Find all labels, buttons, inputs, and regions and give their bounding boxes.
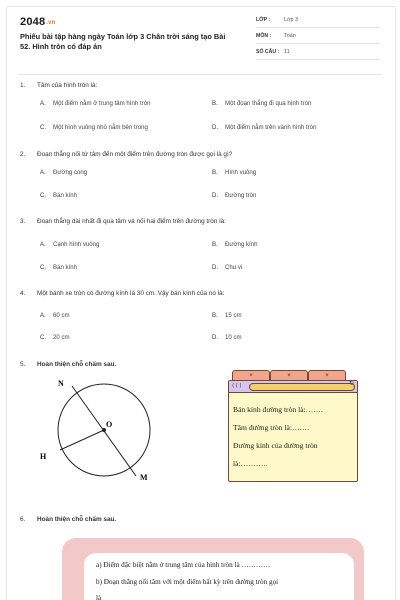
question-number: 5.	[20, 361, 26, 368]
meta-label: MÔN :	[256, 33, 272, 39]
meta-value: Toán	[284, 33, 296, 39]
browser-toolbar	[229, 381, 357, 393]
browser-card	[228, 370, 358, 482]
option-letter: A.	[40, 241, 46, 248]
question-number: 1.	[20, 82, 26, 89]
browser-window	[228, 380, 358, 482]
question-text: Hoàn thiện chỗ chấm sau.	[37, 361, 117, 368]
question-1	[20, 82, 97, 89]
option-text: Cạnh hình vuông	[53, 241, 100, 248]
q6-line-a: a) Điểm đặc biệt nằm ở trung tâm của hình tròn là …………	[96, 561, 271, 569]
header-divider	[18, 74, 382, 75]
question-text: Đoạn thẳng nối từ tâm đến một điểm trên đường tròn được gọi là gì?	[37, 151, 233, 158]
option-2a[interactable]	[40, 169, 87, 176]
refresh-icon[interactable]: ↻	[348, 381, 354, 387]
option-4b[interactable]	[212, 312, 242, 319]
logo-text: 2048	[20, 16, 46, 28]
option-3c[interactable]	[40, 264, 77, 271]
label-n: N	[58, 379, 64, 388]
option-letter: C.	[40, 192, 47, 199]
option-text: Đường tròn	[225, 192, 257, 199]
label-o: O	[106, 420, 113, 429]
fill-line-center: Tâm đường tròn là:…….	[233, 423, 310, 432]
address-bar[interactable]	[249, 383, 355, 391]
option-text: Bán kính	[53, 192, 78, 199]
option-1c[interactable]	[40, 124, 148, 131]
question-4	[20, 290, 225, 297]
meta-label: SỐ CÂU :	[256, 49, 280, 55]
option-3b[interactable]	[212, 241, 257, 248]
meta-value: Lớp 3	[284, 17, 299, 23]
radius-oh	[60, 430, 104, 450]
option-1d[interactable]	[212, 124, 316, 131]
question-text: Tâm của hình tròn là:	[37, 82, 98, 89]
question-2	[20, 151, 232, 158]
question-text: Đoạn thẳng dài nhất đi qua tâm và nối hai điểm trên đường tròn là:	[37, 218, 226, 225]
option-4c[interactable]	[40, 334, 70, 341]
option-letter: D.	[212, 192, 219, 199]
question-number: 3.	[20, 218, 26, 225]
circle-diagram	[36, 372, 176, 484]
question-3	[20, 218, 226, 225]
question-6	[20, 516, 116, 523]
option-text: Một điểm nằm ở trung tâm hình tròn	[53, 100, 151, 107]
q6-line-b-cont: là	[96, 594, 102, 600]
fill-line-diameter-cont: là:………..	[233, 459, 268, 468]
option-1a[interactable]	[40, 100, 150, 107]
close-icon[interactable]: ×	[249, 373, 253, 379]
close-icon[interactable]: ×	[325, 373, 329, 379]
option-text: Một điểm nằm trên vành hình tròn	[225, 124, 317, 131]
meta-value: 11	[284, 49, 290, 55]
meta-subject	[256, 31, 380, 44]
option-text: Bán kính	[53, 264, 78, 271]
option-1b[interactable]	[212, 100, 311, 107]
option-letter: A.	[40, 100, 46, 107]
logo-suffix: .vn	[46, 20, 56, 26]
option-text: 10 cm	[225, 334, 242, 341]
option-2c[interactable]	[40, 192, 77, 199]
option-text: Hình vuông	[225, 169, 257, 176]
nav-arrows-icon[interactable]: ⟨ ⟨ ⟩	[232, 383, 242, 389]
question-number: 4.	[20, 290, 26, 297]
question-text: Hoàn thiện chỗ chấm sau.	[37, 516, 117, 523]
worksheet-title: Phiếu bài tập hàng ngày Toán lớp 3 Chân trời sáng tạo Bài 52. Hình tròn có đáp án	[20, 32, 226, 51]
meta-class	[256, 15, 380, 28]
q6-line-b: b) Đoạn thẳng nối tâm với một điểm bất kỳ trên đường tròn gọi	[96, 578, 279, 586]
page-frame	[6, 6, 396, 600]
option-letter: D.	[212, 334, 219, 341]
site-logo[interactable]	[20, 16, 56, 28]
option-letter: C.	[40, 124, 47, 131]
option-text: Chu vi	[225, 264, 243, 271]
option-letter: D.	[212, 264, 219, 271]
option-3d[interactable]	[212, 264, 242, 271]
option-letter: D.	[212, 124, 219, 131]
option-letter: B.	[212, 100, 218, 107]
option-text: 60 cm	[53, 312, 70, 319]
option-letter: A.	[40, 312, 46, 319]
option-text: 15 cm	[225, 312, 242, 319]
option-3a[interactable]	[40, 241, 99, 248]
option-letter: C.	[40, 334, 47, 341]
option-letter: C.	[40, 264, 47, 271]
question-5	[20, 361, 116, 368]
option-2d[interactable]	[212, 192, 256, 199]
label-h: H	[40, 452, 47, 461]
meta-label: LỚP :	[256, 17, 271, 23]
close-icon[interactable]: ×	[287, 373, 291, 379]
option-letter: B.	[212, 241, 218, 248]
option-text: Một hình vuông nhỏ nằm bên trong	[53, 124, 148, 131]
option-4a[interactable]	[40, 312, 70, 319]
option-text: Đường cong	[53, 169, 88, 176]
question-number: 6.	[20, 516, 26, 523]
option-2b[interactable]	[212, 169, 256, 176]
option-letter: A.	[40, 169, 46, 176]
fill-line-radius: Bán kính đường tròn là:…….	[233, 405, 323, 414]
label-m: M	[140, 473, 148, 482]
option-text: 20 cm	[53, 334, 70, 341]
question-number: 2.	[20, 151, 26, 158]
option-4d[interactable]	[212, 334, 242, 341]
fill-line-diameter: Đường kính của đường tròn	[233, 441, 318, 450]
option-text: Đường kính	[225, 241, 258, 248]
option-letter: B.	[212, 169, 218, 176]
option-text: Một đoạn thẳng đi qua hình tròn	[225, 100, 312, 107]
meta-count	[256, 47, 380, 60]
option-letter: B.	[212, 312, 218, 319]
question-text: Một bánh xe tròn có đường kính là 30 cm. Vậy bán kính của nó là:	[37, 290, 225, 297]
